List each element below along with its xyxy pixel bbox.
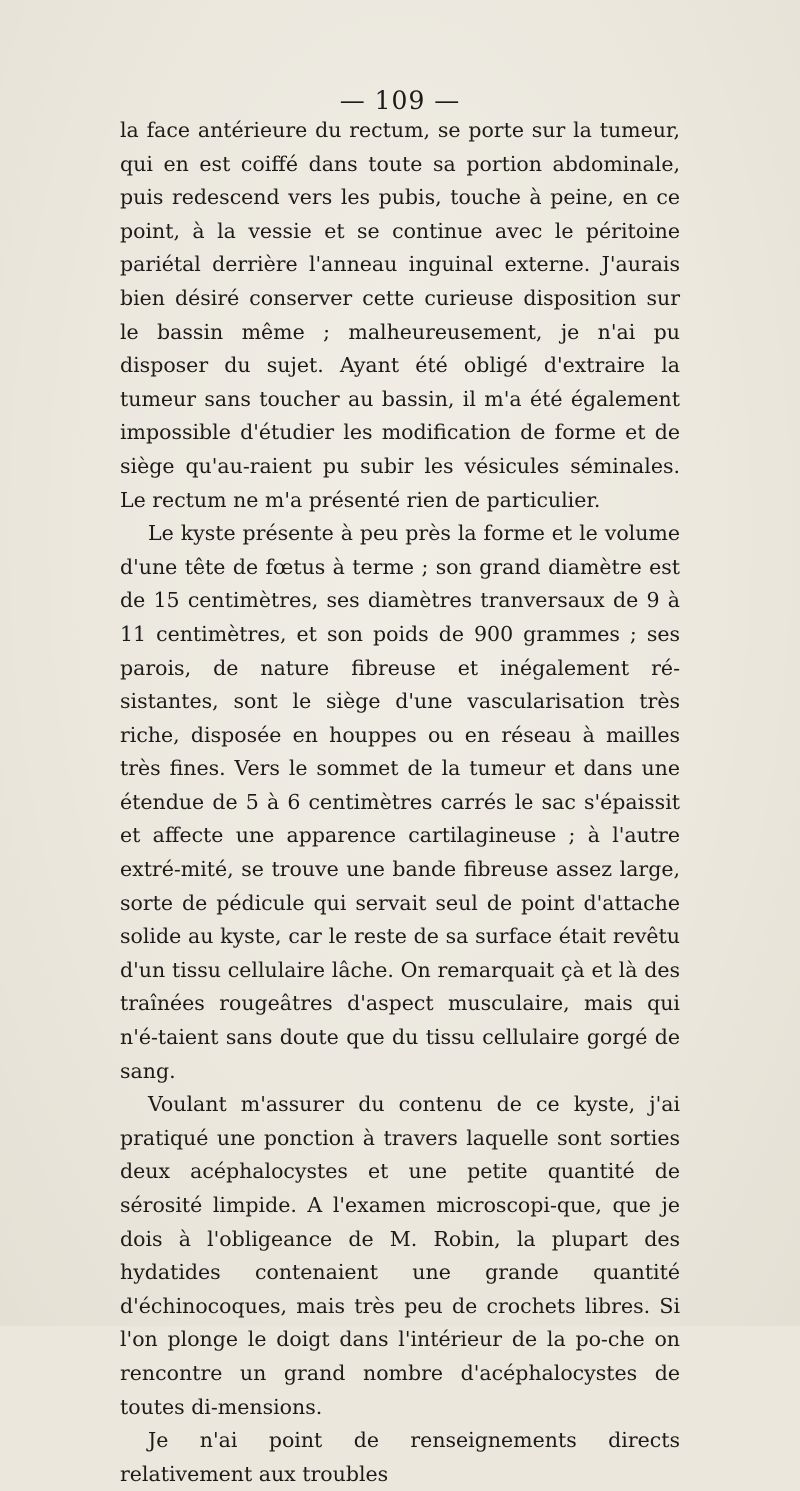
page-number: — 109 — <box>339 86 461 115</box>
paragraph-1: la face antérieure du rectum, se porte sur la tumeur, qui en est coiffé dans toute sa portion abdominale, puis redescend vers les pubis, touche à peine, en ce point, à la vessie et se continue avec le péritoine pariétal derrière l'anneau inguinal externe. J'aurais bien désiré conserver cette curieuse disposition sur le bassin même ; malheureusement, je n'ai pu disposer du sujet. Ayant été obligé d'extraire la tumeur sans toucher au bassin, il m'a été également impossible d'étudier les modification de forme et de siège qu'au-raient pu subir les vésicules séminales. Le rectum ne m'a présenté rien de particulier. <box>120 118 680 512</box>
body-text <box>120 114 680 1491</box>
paragraph-4: Je n'ai point de renseignements directs relativement aux troubles <box>120 1428 680 1486</box>
paragraph-3: Voulant m'assurer du contenu de ce kyste, j'ai pratiqué une ponction à travers laquelle sont sorties deux acéphalocystes et une petite quantité de sérosité limpide. A l'examen microscopi-que, que je dois à l'obligeance de M. Robin, la plupart des hydatides contenaient une grande quantité d'échinocoques, mais très peu de crochets libres. Si l'on plonge le doigt dans l'intérieur de la po-che on rencontre un grand nombre d'acéphalocystes de toutes di-mensions. <box>120 1092 680 1419</box>
paragraph-2: Le kyste présente à peu près la forme et le volume d'une tête de fœtus à terme ; son grand diamètre est de 15 centimètres, ses diamètres tranversaux de 9 à 11 centimètres, et son poids de 900 grammes ; ses parois, de nature fibreuse et inégalement ré-sistantes, sont le siège d'une vascularisation très riche, disposée en houppes ou en réseau à mailles très fines. Vers le sommet de la tumeur et dans une étendue de 5 à 6 centimètres carrés le sac s'épaissit et affecte une apparence cartilagineuse ; à l'autre extré-mité, se trouve une bande fibreuse assez large, sorte de pédicule qui servait seul de point d'attache solide au kyste, car le reste de sa surface était revêtu d'un tissu cellulaire lâche. On remarquait çà et là des traînées rougeâtres d'aspect musculaire, mais qui n'é-taient sans doute que du tissu cellulaire gorgé de sang. <box>120 521 680 1083</box>
